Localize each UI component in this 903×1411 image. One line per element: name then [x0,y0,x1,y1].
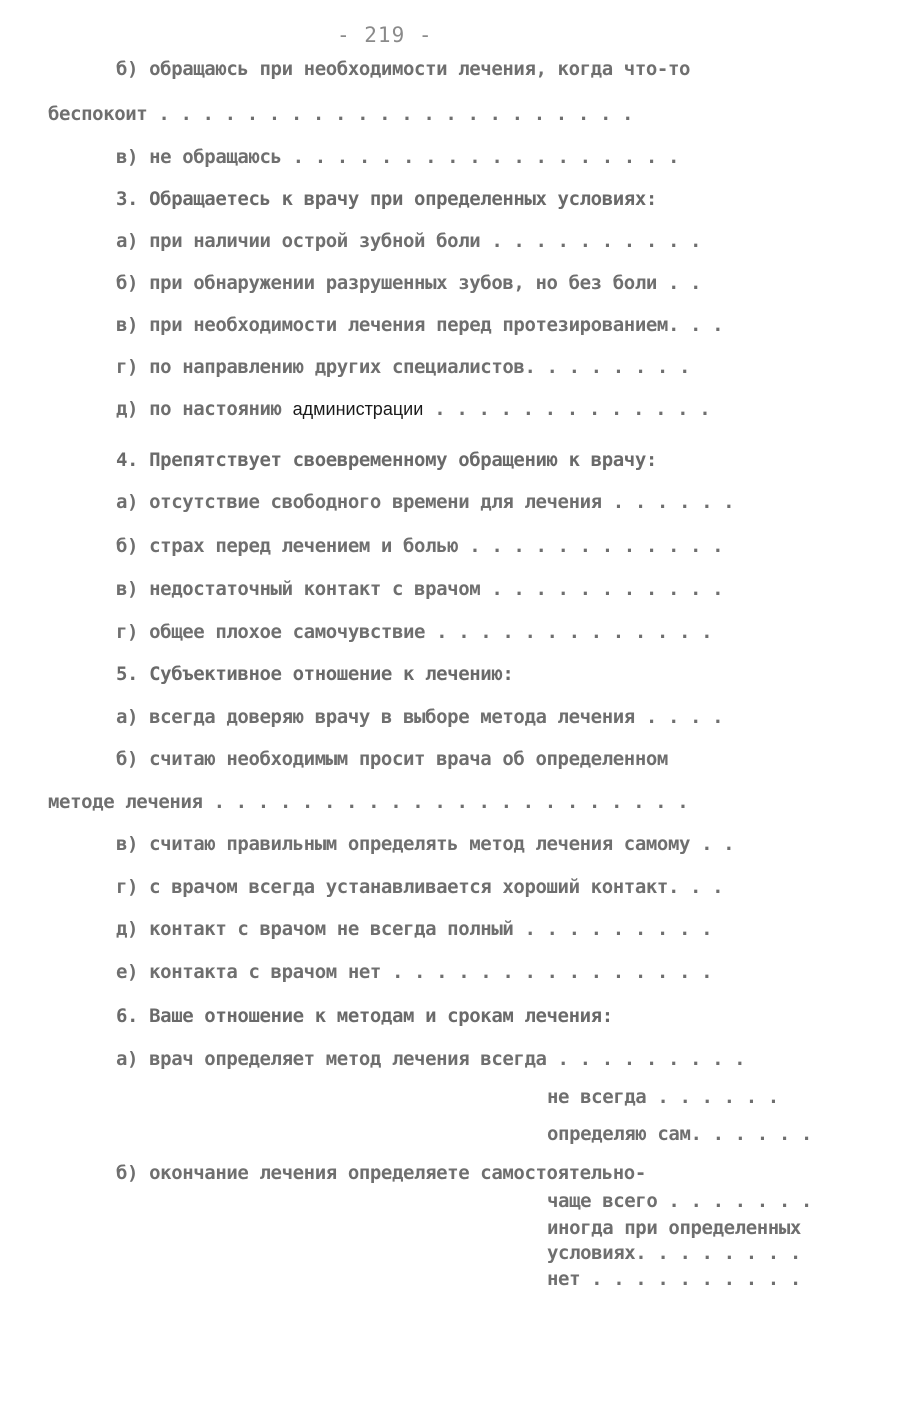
answer-option: г) по направлению других специалистов. . . . . . . . [116,356,691,378]
answer-suboption: не всегда . . . . . . [547,1086,779,1108]
answer-suboption: чаще всего . . . . . . . [547,1190,812,1212]
answer-option: в) считаю правильным определять метод лечения самому . . [116,833,735,855]
answer-option: а) при наличии острой зубной боли . . . . . . . . . . [116,230,702,252]
answer-option: б) при обнаружении разрушенных зубов, но без боли . . [116,272,702,294]
text-line: методе лечения . . . . . . . . . . . . . . . . . . . . . . [48,791,689,813]
answer-option-prefix: д) по настоянию [116,398,293,420]
text-line: б) обращаюсь при необходимости лечения, когда что-то [116,58,691,80]
answer-option: в) недостаточный контакт с врачом . . . . . . . . . . . [116,578,724,600]
answer-option: г) с врачом всегда устанавливается хороший контакт. . . [116,876,724,898]
leader-dots: . . . . . . . . . . . . . [423,398,711,420]
answer-option: д) контакт с врачом не всегда полный . . . . . . . . . [116,918,713,940]
answer-option-d [116,396,710,422]
answer-option: е) контакта с врачом нет . . . . . . . . . . . . . . . [116,961,713,983]
question-heading: 6. Ваше отношение к методам и срокам лечения: [116,1005,613,1027]
answer-option: г) общее плохое самочувствие . . . . . . . . . . . . . [116,621,713,643]
answer-option: а) всегда доверяю врачу в выборе метода лечения . . . . [116,706,724,728]
answer-option: б) считаю необходимым просит врача об определенном [116,748,668,770]
answer-option: а) врач определяет метод лечения всегда . . . . . . . . . [116,1048,746,1070]
text-line: беспокоит . . . . . . . . . . . . . . . . . . . . . . [48,103,634,125]
page-number: - 219 - [337,23,433,47]
answer-suboption: иногда при определенных [547,1217,801,1239]
answer-suboption: условиях. . . . . . . . [547,1242,801,1264]
answer-option: б) страх перед лечением и болью . . . . . . . . . . . . [116,535,724,557]
inserted-word: администрации [292,399,424,419]
answer-option: а) отсутствие свободного времени для лечения . . . . . . [116,491,735,513]
text-line: в) не обращаюсь . . . . . . . . . . . . . . . . . . [116,146,679,168]
question-heading: 4. Препятствует своевременному обращению к врачу: [116,449,657,471]
answer-option: в) при необходимости лечения перед протезированием. . . [116,314,724,336]
answer-suboption: определяю сам. . . . . . [547,1123,812,1145]
answer-option: б) окончание лечения определяете самостоятельно- [116,1162,646,1184]
answer-suboption: нет . . . . . . . . . . [547,1268,801,1290]
question-heading: 5. Субъективное отношение к лечению: [116,663,514,685]
question-heading: 3. Обращаетесь к врачу при определенных условиях: [116,188,657,210]
